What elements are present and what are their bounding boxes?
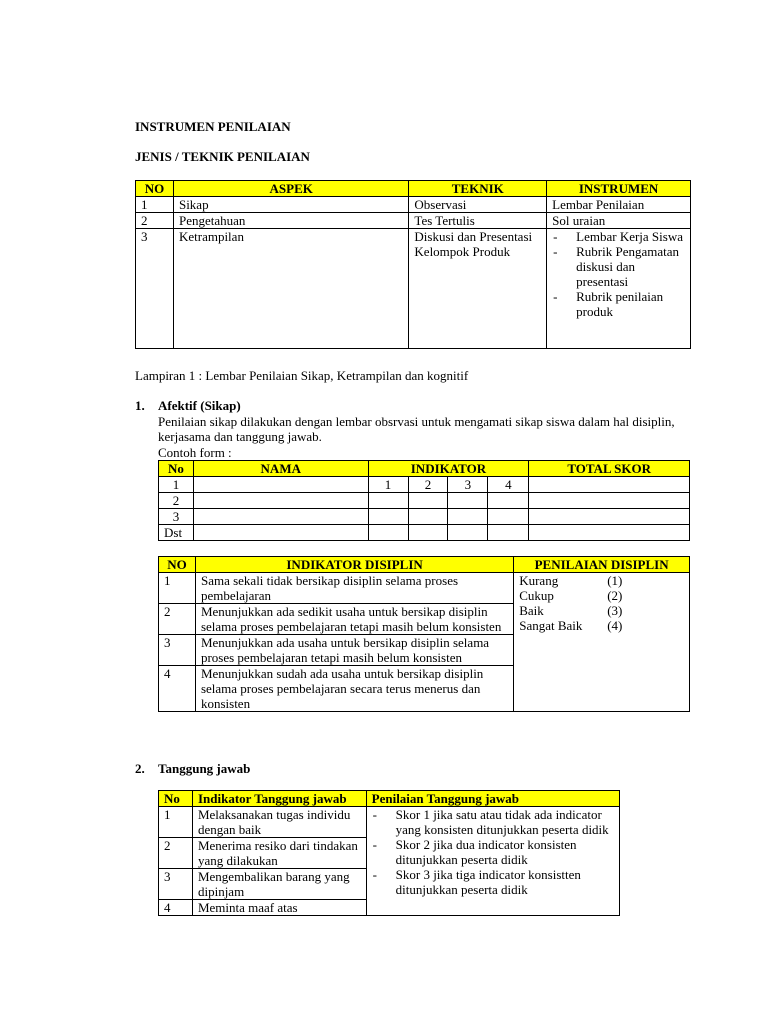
header-penilaian-tanggung-jawab: Penilaian Tanggung jawab: [366, 791, 619, 807]
cell-indikator: Menunjukkan ada sedikit usaha untuk bersikap disiplin selama proses pembelajaran tetapi masih belum konsisten: [195, 604, 513, 635]
instrumen-item: - Rubrik penilaian produk: [547, 289, 685, 319]
responsibility-table-header: [159, 791, 620, 807]
table-row: [136, 197, 691, 213]
attitude-form-header: [159, 461, 690, 477]
section-1-description: Penilaian sikap dilakukan dengan lembar obsrvasi untuk mengamati sikap siswa dalam hal disiplin, kerjasama dan tanggung jawab.: [158, 414, 675, 444]
technique-table-header: [136, 181, 691, 197]
table-row: [136, 229, 691, 349]
section-1-number: 1.: [135, 398, 145, 413]
cell-indikator-num: 2: [408, 477, 448, 493]
header-penilaian-disiplin: PENILAIAN DISIPLIN: [514, 557, 690, 573]
criteria-item: - Skor 1 jika satu atau tidak ada indicator yang konsisten ditunjukkan peserta didik: [367, 807, 614, 837]
discipline-scale: [514, 573, 690, 712]
cell-indikator: [488, 525, 529, 541]
scale-item: Baik (3): [519, 603, 623, 618]
cell-instrumen-list: [547, 229, 691, 349]
cell-total: [529, 525, 690, 541]
attitude-form-table: [158, 460, 690, 541]
cell-total: [529, 493, 690, 509]
cell-indikator: Melaksanakan tugas individu dengan baik: [192, 807, 366, 838]
table-row: [159, 509, 690, 525]
header-total-skor: TOTAL SKOR: [529, 461, 690, 477]
scale-item: Kurang (1): [519, 573, 623, 588]
cell-aspek: Ketrampilan: [173, 229, 408, 349]
cell-instrumen: Sol uraian: [547, 213, 691, 229]
header-instrumen: INSTRUMEN: [547, 181, 691, 197]
cell-no: 2: [159, 493, 194, 509]
cell-indikator: Sama sekali tidak bersikap disiplin selama proses pembelajaran: [195, 573, 513, 604]
responsibility-table: [158, 790, 620, 916]
criteria-item: - Skor 3 jika tiga indicator konsistten ditunjukkan peserta didik: [367, 867, 614, 897]
cell-total: [529, 477, 690, 493]
table-row: [159, 573, 690, 604]
cell-indikator: [408, 493, 448, 509]
section-2-number: 2.: [135, 761, 145, 776]
section-1-heading: Afektif (Sikap): [158, 398, 241, 413]
cell-nama: [193, 509, 368, 525]
cell-teknik: Observasi: [409, 197, 547, 213]
cell-indikator: [448, 509, 488, 525]
section-1-contoh: Contoh form :: [158, 445, 232, 460]
table-row: [159, 493, 690, 509]
cell-indikator: Meminta maaf atas: [192, 900, 366, 916]
document-subtitle: JENIS / TEKNIK PENILAIAN: [135, 149, 310, 164]
cell-indikator: [368, 493, 408, 509]
header-nama: NAMA: [193, 461, 368, 477]
cell-indikator: Mengembalikan barang yang dipinjam: [192, 869, 366, 900]
cell-indikator: Menunjukkan ada usaha untuk bersikap disiplin selama proses pembelajaran tetapi masih belum konsisten: [195, 635, 513, 666]
table-row: [159, 525, 690, 541]
cell-indikator: [408, 509, 448, 525]
cell-aspek: Sikap: [173, 197, 408, 213]
cell-teknik: Diskusi dan Presentasi Kelompok Produk: [409, 229, 547, 349]
instrumen-item: - Rubrik Pengamatan diskusi dan presentasi: [547, 244, 685, 289]
header-indikator-disiplin: INDIKATOR DISIPLIN: [195, 557, 513, 573]
lampiran-text: Lampiran 1 : Lembar Penilaian Sikap, Ketrampilan dan kognitif: [135, 368, 469, 383]
technique-table: [135, 180, 691, 349]
cell-indikator: Menunjukkan sudah ada usaha untuk bersikap disiplin selama proses pembelajaran secara terus menerus dan konsisten: [195, 666, 513, 712]
cell-no: 1: [136, 197, 174, 213]
cell-no: 2: [136, 213, 174, 229]
header-no: No: [159, 461, 194, 477]
cell-no: 4: [159, 900, 193, 916]
document-title: INSTRUMEN PENILAIAN: [135, 119, 291, 134]
table-row: [159, 807, 620, 838]
cell-indikator: [488, 509, 529, 525]
cell-indikator: [368, 525, 408, 541]
cell-aspek: Pengetahuan: [173, 213, 408, 229]
cell-nama: [193, 525, 368, 541]
header-teknik: TEKNIK: [409, 181, 547, 197]
cell-no: 1: [159, 573, 196, 604]
cell-instrumen: Lembar Penilaian: [547, 197, 691, 213]
instrumen-item: - Lembar Kerja Siswa: [547, 229, 685, 244]
table-row: [159, 477, 690, 493]
cell-total: [529, 509, 690, 525]
cell-nama: [193, 477, 368, 493]
cell-indikator: [488, 493, 529, 509]
scale-item: Sangat Baik (4): [519, 618, 623, 633]
cell-indikator-num: 1: [368, 477, 408, 493]
cell-indikator: [368, 509, 408, 525]
header-indikator-tanggung-jawab: Indikator Tanggung jawab: [192, 791, 366, 807]
responsibility-criteria: [366, 807, 619, 916]
cell-indikator-num: 3: [448, 477, 488, 493]
discipline-table: [158, 556, 690, 712]
cell-indikator: [448, 525, 488, 541]
cell-no: 3: [159, 635, 196, 666]
cell-no: 1: [159, 807, 193, 838]
cell-indikator: Menerima resiko dari tindakan yang dilakukan: [192, 838, 366, 869]
cell-teknik: Tes Tertulis: [409, 213, 547, 229]
cell-no: 3: [159, 509, 194, 525]
discipline-table-header: [159, 557, 690, 573]
cell-indikator: [408, 525, 448, 541]
table-row: [136, 213, 691, 229]
cell-indikator-num: 4: [488, 477, 529, 493]
cell-indikator: [448, 493, 488, 509]
cell-no: 3: [159, 869, 193, 900]
cell-no: 4: [159, 666, 196, 712]
cell-no: 2: [159, 838, 193, 869]
header-aspek: ASPEK: [173, 181, 408, 197]
section-2-heading: Tanggung jawab: [158, 761, 251, 776]
header-no: NO: [159, 557, 196, 573]
cell-no: Dst: [159, 525, 194, 541]
header-no: No: [159, 791, 193, 807]
cell-no: 3: [136, 229, 174, 349]
criteria-item: - Skor 2 jika dua indicator konsisten ditunjukkan peserta didik: [367, 837, 614, 867]
scale-item: Cukup (2): [519, 588, 623, 603]
cell-nama: [193, 493, 368, 509]
cell-no: 2: [159, 604, 196, 635]
cell-no: 1: [159, 477, 194, 493]
header-no: NO: [136, 181, 174, 197]
header-indikator: INDIKATOR: [368, 461, 529, 477]
